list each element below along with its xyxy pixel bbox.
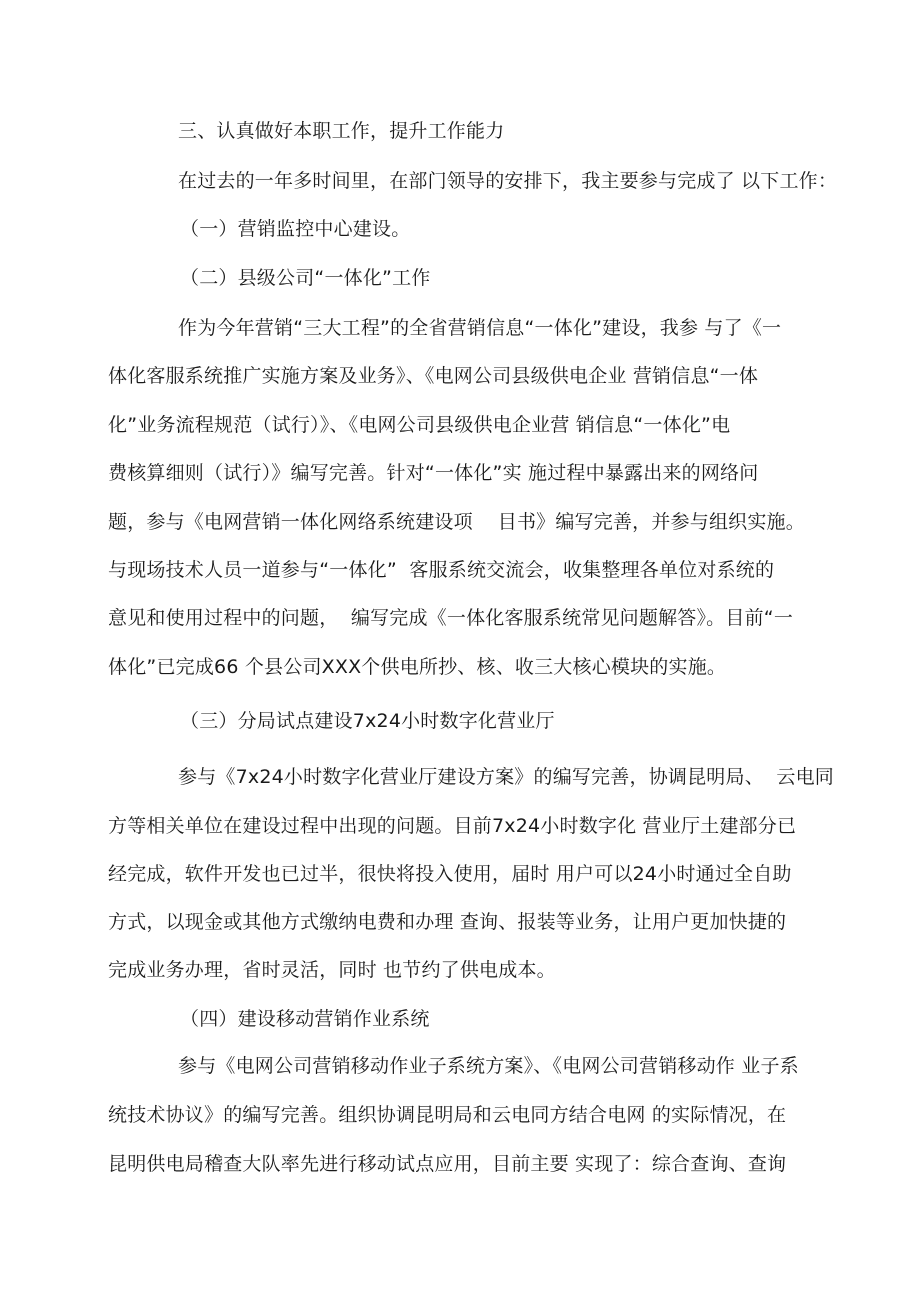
item3-body-line: 方式，以现金或其他方式缴纳电费和办理 查询、报装等业务，让用户更加快捷的: [108, 911, 787, 933]
item1-title: （一）营销监控中心建设。: [180, 218, 411, 240]
intro-paragraph: 在过去的一年多时间里，在部门领导的安排下，我主要参与完成了 以下工作：: [178, 170, 838, 192]
item4-title: （四）建设移动营销作业系统: [180, 1008, 430, 1030]
item4-body-line: 昆明供电局稽查大队率先进行移动试点应用，目前主要 实现了：综合查询、查询: [108, 1153, 787, 1175]
item2-body-line: 意见和使用过程中的问题， 编写完成《一体化客服系统常见问题解答》。目前“一: [108, 607, 794, 629]
item4-body-line: 统技术协议》的编写完善。组织协调昆明局和云电同方结合电网 的实际情况，在: [108, 1104, 787, 1126]
item3-body-line: 参与《7x24小时数字化营业厅建设方案》的编写完善，协调昆明局、 云电同: [178, 766, 834, 788]
item2-body-line: 化”业务流程规范（试行）》、《电网公司县级供电企业营 销信息“一体化”电: [108, 414, 731, 436]
item2-body-line: 题，参与《电网营销一体化网络系统建设项 目书》编写完善，并参与组织实施。: [108, 511, 805, 533]
item3-body-line: 经完成，软件开发也已过半，很快将投入使用，届时 用户可以24小时通过全自助: [108, 863, 792, 885]
item3-body-line: 完成业务办理，省时灵活，同时 也节约了供电成本。: [108, 959, 556, 981]
item2-title: （二）县级公司“一体化”工作: [180, 267, 431, 289]
section-heading: 三、认真做好本职工作，提升工作能力: [178, 120, 505, 142]
item2-body-line: 体化”已完成66 个县公司XXX个供电所抄、核、收三大核心模块的实施。: [108, 656, 727, 678]
item2-body-line: 作为今年营销“三大工程”的全省营销信息“一体化”建设，我参 与了《一: [178, 317, 782, 339]
item2-body-line: 体化客服系统推广实施方案及业务》、《电网公司县级供电企业 营销信息“一体: [108, 365, 759, 387]
item3-title: （三）分局试点建设7x24小时数字化营业厅: [180, 710, 555, 732]
item2-body-line: 费核算细则（试行）》编写完善。针对“一体化”实 施过程中暴露出来的网络问: [108, 462, 759, 484]
item4-body-line: 参与《电网公司营销移动作业子系统方案》、《电网公司营销移动作 业子系: [178, 1055, 799, 1077]
item3-body-line: 方等相关单位在建设过程中出现的问题。目前7x24小时数字化 营业厅土建部分已: [108, 815, 797, 837]
item2-body-line: 与现场技术人员一道参与“一体化” 客服系统交流会，收集整理各单位对系统的: [108, 559, 775, 581]
